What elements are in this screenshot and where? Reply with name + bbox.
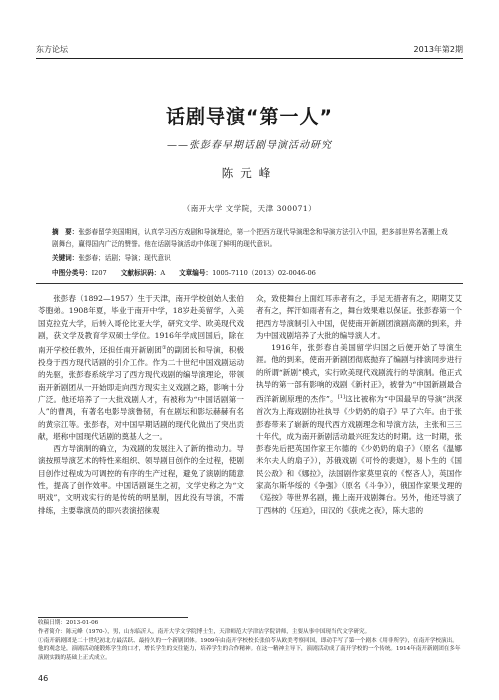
keywords-text: 张彭春；话剧；导演；现代意识 [78,254,171,262]
classification-line [52,267,448,279]
author-name: 陈元峰 [221,166,278,180]
issue-label: 2013年第2期 [413,45,463,54]
body-paragraph: 众，致使舞台上面红耳赤者有之，手足无措者有之，期期艾艾者有之，挥汗如雨者有之，舞台效果难以保证。张彭春第一个把西方导演制引入中国，促使南开新剧团演剧高潮的到来，并为中国戏剧培养了大批的编导演人才。 [256,294,462,340]
abstract [52,226,448,250]
footnote-rule [38,617,188,618]
clc-label: 中图分类号： [52,269,92,277]
footnote-1: ①南开新剧团是二十世纪初北方最活跃、最持久的一个新剧团体。1909年由南开学校校长张伯苓从欧美考察回国，即动手写了第一个剧本《用非所学》，在南开学校演出。他的观念是，演剧活动能锻炼学生的口才，增长学生的交往能力，培养学生的合作精神。在这一精神主导下，演剧活动成了南开学校的一个传统。1914年南开新剧团在多年演剧实践的基础上正式成立。 [38,637,461,662]
running-header [36,44,463,58]
author-affiliation: （南开大学 文学院，天津 300071） [182,204,317,213]
clc-code: I207 [91,269,107,277]
journal-name: 东方论坛 [36,45,68,54]
author-intro: 作者简介：陈元峰（1970-），男，山东临沂人，南开大学文学院博士生，天津师范大学津沽学院讲师，主要从事中国现当代文学研究。 [38,628,371,635]
page-number: 46 [38,674,49,683]
doc-code: A [160,269,166,277]
keywords [52,252,448,264]
footnotes [38,619,462,663]
doc-code-label: 文献标识码： [120,269,161,277]
abstract-label: 摘 要： [52,228,79,236]
body-column-left [38,293,244,517]
keywords-label: 关键词： [52,254,79,262]
header-rule [36,58,463,59]
article-number: 1005-7110（2013）02-0046-06 [212,269,316,277]
article-number-label: 文章编号： [179,269,213,277]
body-column-right [256,293,462,517]
body-paragraph: 张彭春（1892—1957）生于天津，南开学校创始人张伯苓胞弟。1908年夏，毕业于南开中学，18岁赴美留学，入美国克拉克大学，后转入哥伦比亚大学，研究文学、欧美现代戏剧，获文学及教育学双硕士学位。1916年学成回国后，除在南开学校任教外，还担任南开新剧团①的副团长和导演，积极投身于西方现代话剧的引介工作。作为二十世纪中国戏剧运动的先驱，张彭春系统学习了西方现代戏剧的编导演理论，带领南开新剧团从一开始即走向西方现实主义戏剧之路，影响十分广泛。他还培养了一大批戏剧人才，有被称为“中国话剧第一人”的曹禺，有著名电影导演鲁韧，有在剧坛和影坛赫赫有名的黄宗江等。张彭春，对中国早期话剧的现代化做出了突出贡献，堪称中国现代话剧的奠基人之一。 [38,294,245,441]
article-subtitle: ——张彭春早期话剧导演活动研究 [167,140,332,151]
section-rule [36,283,463,284]
body-paragraph: 西方导演制的确立，为戏剧的发展注入了新的推动力。导演按照导演艺术的特性来组织、领导剧目创作的全过程，使剧目创作过程成为可调控的有序的生产过程，避免了演剧的随意性，提高了创作效率。中国话剧诞生之初，文学史称之为“文明戏”，文明戏实行的是传统的明星制，因此没有导演，不需排练，主要靠演员的即兴表演招徕观 [38,444,244,515]
article-title: 话剧导演“第一人” [166,106,333,128]
footnote-marker: ① [162,345,167,352]
abstract-text: 张彭春留学美国期间，认真学习西方戏剧和导演理论，第一个把西方现代导演理念和导演方法引入中国，把多部世界名著搬上戏剧舞台，赢得国内广泛的赞誉。他在话剧导演活动中体现了鲜明的现代意识。 [52,228,448,248]
body-paragraph: 1916年，张彭春自美国留学归国之后便开始了导演生涯。他的到来，使南开新剧团彻底抛弃了编剧与排演同步进行的所谓“新剧”模式，实行欧美现代戏剧流行的导演制。他正式执导的第一部有影响的戏剧《新村正》，被誉为“中国新剧最合西洋新剧原理的杰作”。[1]这比被称为“中国最早的导演”洪深首次为上海戏剧协社执导《少奶奶的扇子》早了六年。由于张彭春带来了崭新的现代西方戏剧理念和导演方法，主张和三三十年代，成为南开新剧活动最兴旺发达的时期。这一时期，张彭春先后把英国作家王尔德的《少奶奶的扇子》（原名《温娜米尔夫人的扇子》），苏俄戏剧《可怜的裴迦》，易卜生的《国民公敌》和《娜拉》，法国剧作家莫里哀的《悭吝人》，英国作家高尔斯华绥的《争强》（原名《斗争》），俄国作家果戈理的《巡按》等世界名剧，搬上南开戏剧舞台。另外，他还导演了丁西林的《压迫》，田汉的《获虎之夜》，陈大悲的 [256,343,462,515]
received-date: 收稿日期：2013-01-06 [38,620,99,626]
citation-marker: [1] [337,394,345,401]
